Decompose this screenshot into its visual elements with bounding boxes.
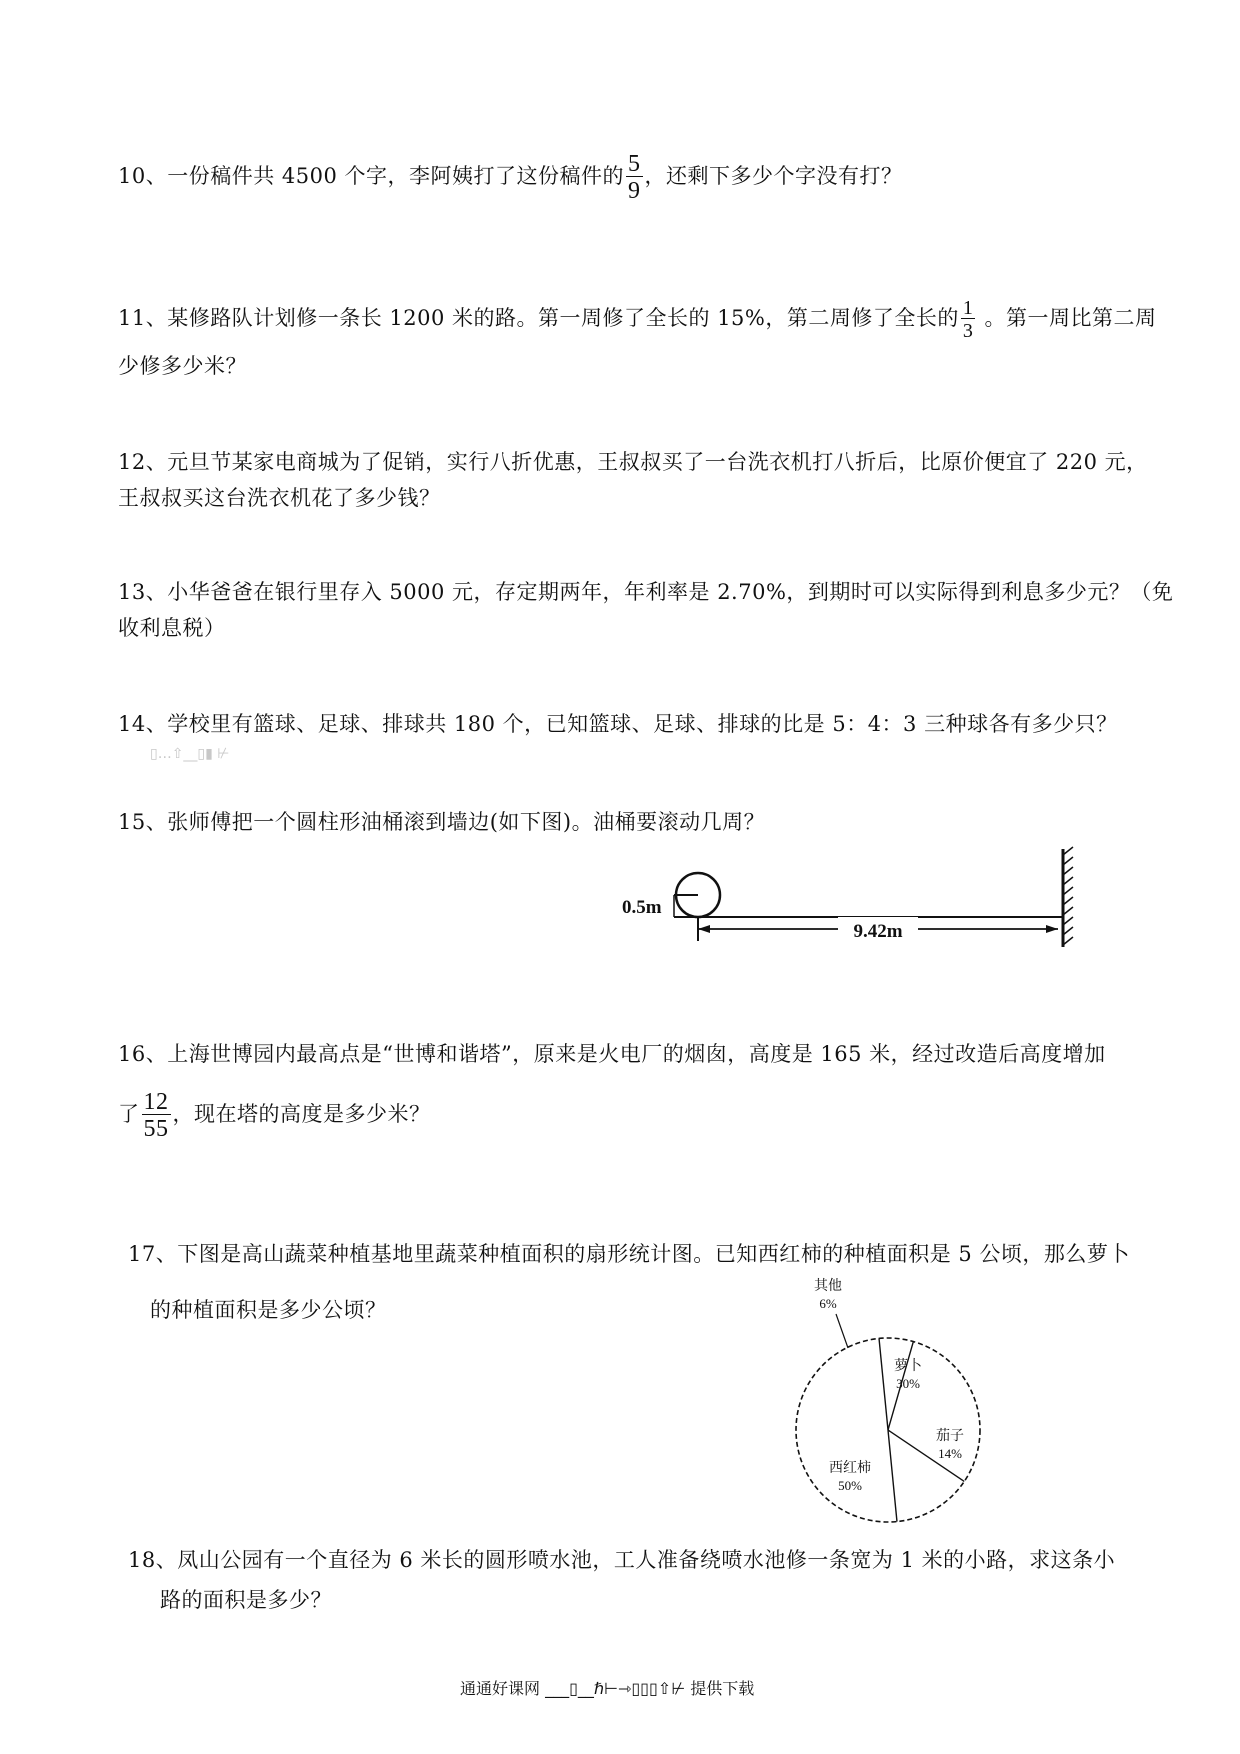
q10-text-b: ，还剩下多少个字没有打？ xyxy=(644,164,903,188)
question-12-line-2: 王叔叔买这台洗衣机花了多少钱？ xyxy=(118,486,441,510)
q10-fraction xyxy=(626,152,643,203)
pie-slice-percent-3: 50% xyxy=(838,1478,862,1493)
question-11 xyxy=(118,298,1157,341)
dimension-arrow-left xyxy=(698,925,710,933)
q11-text-a: 11、某修路队计划修一条长 1200 米的路。第一周修了全长的 15%，第二周修了全长的 xyxy=(118,306,959,330)
q16-fraction xyxy=(142,1090,171,1141)
pie-slice-name-3: 西红柿 xyxy=(829,1461,871,1476)
q10-text-a: 10、一份稿件共 4500 个字，李阿姨打了这份稿件的 xyxy=(118,164,625,188)
q16-text-a: 了 xyxy=(118,1102,140,1126)
question-11-line-2: 少修多少米？ xyxy=(118,354,247,378)
pie-slice-percent-1: 30% xyxy=(896,1376,920,1391)
q11-fraction-denominator: 3 xyxy=(962,320,974,342)
pie-labels xyxy=(814,1278,964,1493)
q10-fraction-numerator: 5 xyxy=(628,151,641,177)
pie-slice-name-1: 萝卜 xyxy=(894,1359,922,1374)
question-13: 13、小华爸爸在银行里存入 5000 元，存定期两年，年利率是 2.70%，到期时可以实际得到利息多少元？（免 xyxy=(118,580,1174,604)
question-17-line-2: 的种植面积是多少公顷？ xyxy=(150,1298,387,1322)
q11-text-b: 。第一周比第二周 xyxy=(977,306,1157,330)
distance-label: 9.42m xyxy=(853,921,903,942)
question-15: 15、张师傅把一个圆柱形油桶滚到墙边(如下图)。油桶要滚动几周？ xyxy=(118,810,766,834)
q10-fraction-denominator: 9 xyxy=(628,178,641,204)
question-13-line-2: 收利息税） xyxy=(118,616,226,640)
footer-text: 通通好课网 ___▯__ℏ⊢⇾▯▯▯⇧⊬ 提供下载 xyxy=(460,1679,755,1698)
pie-slice-name-2: 茄子 xyxy=(936,1429,964,1444)
q11-fraction xyxy=(961,298,976,341)
q16-fraction-denominator: 55 xyxy=(143,1116,169,1142)
radius-label: 0.5m xyxy=(622,897,662,918)
question-18: 18、凤山公园有一个直径为 6 米长的圆形喷水池，工人准备绕喷水池修一条宽为 1 米的小路，求这条小 xyxy=(128,1548,1116,1572)
question-16: 16、上海世博园内最高点是“世博和谐塔”，原来是火电厂的烟囱，高度是 165 米，经过改造后高度增加 xyxy=(118,1042,1106,1066)
vegetable-area-pie-chart xyxy=(760,1265,1020,1535)
pie-slice-boundary-4 xyxy=(879,1338,888,1430)
pie-slice-boundary-3 xyxy=(888,1430,897,1522)
q16-fraction-numerator: 12 xyxy=(143,1089,169,1115)
pie-slice-percent-4: 6% xyxy=(819,1296,837,1311)
dimension-arrow-right xyxy=(1046,925,1058,933)
barrel-to-wall-diagram xyxy=(600,845,1100,955)
q11-fraction-numerator: 1 xyxy=(962,297,974,319)
pie-other-leader-line xyxy=(836,1314,848,1348)
question-10 xyxy=(118,152,903,203)
pie-slice-percent-2: 14% xyxy=(938,1446,962,1461)
scan-noise-text: ▯…⇧__▯▮ ⊬ xyxy=(150,746,230,762)
question-14: 14、学校里有篮球、足球、排球共 180 个，已知篮球、足球、排球的比是 5：4：3 三种球各有多少只？ xyxy=(118,712,1118,736)
q16-text-b: ，现在塔的高度是多少米？ xyxy=(172,1102,431,1126)
question-17: 17、下图是高山蔬菜种植基地里蔬菜种植面积的扇形统计图。已知西红柿的种植面积是 5 公顷，那么萝卜 xyxy=(128,1242,1130,1266)
question-18-line-2: 路的面积是多少？ xyxy=(160,1588,332,1612)
pie-slice-name-4: 其他 xyxy=(814,1279,842,1294)
question-12: 12、元旦节某家电商城为了促销，实行八折优惠，王叔叔买了一台洗衣机打八折后，比原价便宜了 220 元， xyxy=(118,450,1148,474)
question-16-line-2 xyxy=(118,1090,431,1141)
